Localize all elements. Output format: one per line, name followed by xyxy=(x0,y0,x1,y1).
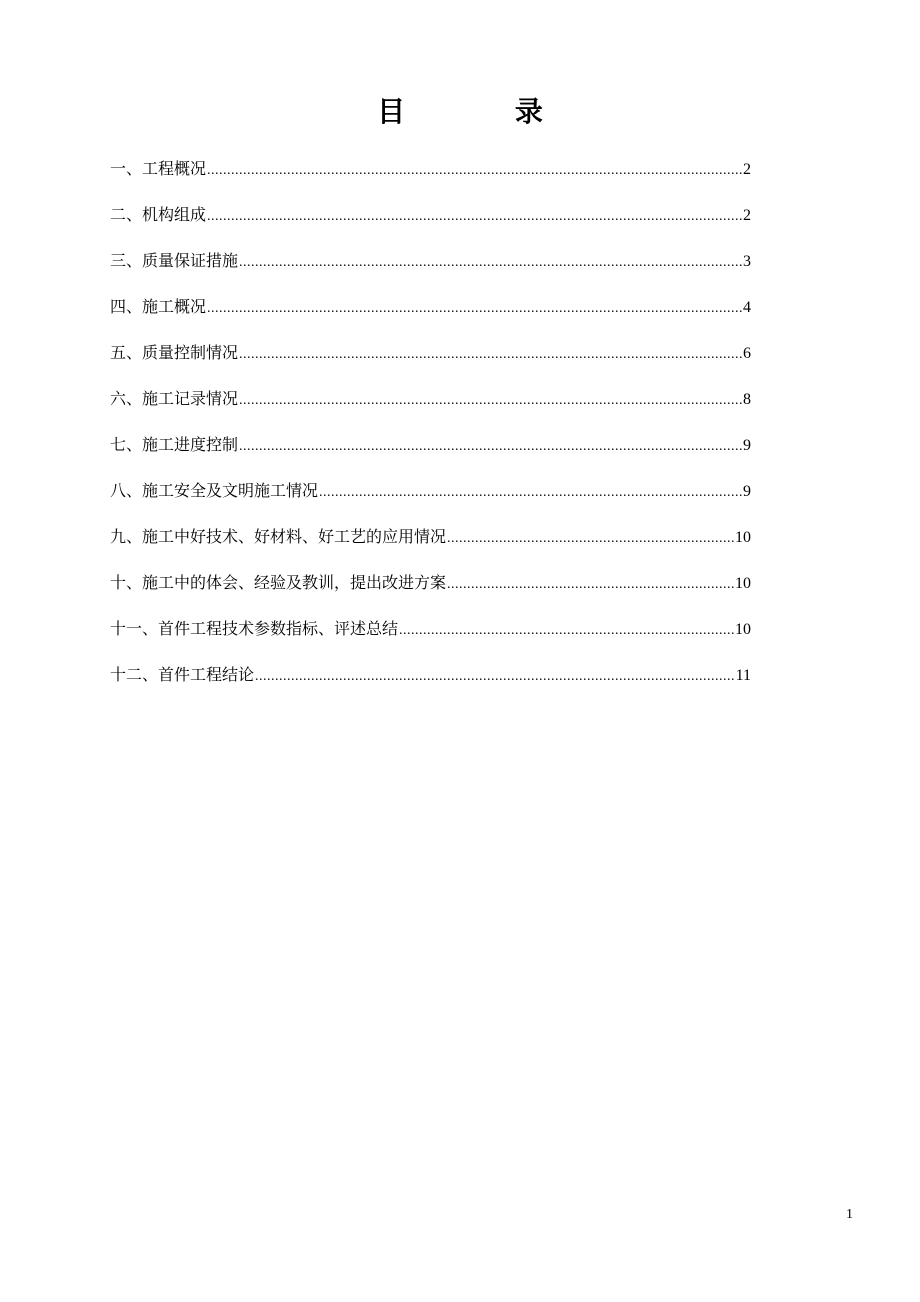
toc-entry-page: 2 xyxy=(743,161,751,178)
toc-entry-6[interactable] xyxy=(110,382,751,428)
toc-entry-2[interactable] xyxy=(110,198,751,244)
toc-entry-page: 2 xyxy=(743,207,751,224)
toc-entry-label: 九、施工中好技术、好材料、好工艺的应用情况 xyxy=(110,527,447,546)
toc-entry-page: 6 xyxy=(743,345,751,362)
toc-dot-leader xyxy=(255,660,735,694)
toc-entry-page: 10 xyxy=(735,529,751,546)
toc-dot-leader xyxy=(239,246,742,280)
table-of-contents xyxy=(110,152,751,704)
toc-entry-page: 11 xyxy=(735,667,751,684)
toc-entry-label: 十一、首件工程技术参数指标、评述总结 xyxy=(110,619,399,638)
toc-entry-label: 十二、首件工程结论 xyxy=(110,665,255,684)
toc-entry-label: 五、质量控制情况 xyxy=(110,343,239,362)
toc-dot-leader xyxy=(319,476,742,510)
page-number: 1 xyxy=(846,1207,853,1222)
toc-entry-10[interactable] xyxy=(110,566,751,612)
toc-entry-label: 四、施工概况 xyxy=(110,297,207,316)
toc-entry-page: 9 xyxy=(743,437,751,454)
toc-entry-page: 9 xyxy=(743,483,751,500)
toc-entry-label: 十、施工中的体会、经验及教训，提出改进方案 xyxy=(110,573,447,592)
toc-entry-label: 三、质量保证措施 xyxy=(110,251,239,270)
toc-entry-1[interactable] xyxy=(110,152,751,198)
toc-entry-page: 3 xyxy=(743,253,751,270)
toc-entry-page: 10 xyxy=(735,621,751,638)
toc-entry-label: 六、施工记录情况 xyxy=(110,389,239,408)
toc-dot-leader xyxy=(207,292,742,326)
toc-title: 目 录 xyxy=(377,95,593,128)
toc-dot-leader xyxy=(239,384,742,418)
toc-dot-leader xyxy=(447,568,734,602)
toc-dot-leader xyxy=(447,522,734,556)
toc-entry-11[interactable] xyxy=(110,612,751,658)
toc-entry-page: 8 xyxy=(743,391,751,408)
toc-entry-8[interactable] xyxy=(110,474,751,520)
toc-entry-3[interactable] xyxy=(110,244,751,290)
toc-entry-page: 4 xyxy=(743,299,751,316)
toc-entry-9[interactable] xyxy=(110,520,751,566)
toc-entry-4[interactable] xyxy=(110,290,751,336)
toc-entry-7[interactable] xyxy=(110,428,751,474)
toc-entry-label: 七、施工进度控制 xyxy=(110,435,239,454)
toc-entry-page: 10 xyxy=(735,575,751,592)
toc-entry-label: 八、施工安全及文明施工情况 xyxy=(110,481,319,500)
toc-dot-leader xyxy=(239,430,742,464)
toc-entry-5[interactable] xyxy=(110,336,751,382)
toc-dot-leader xyxy=(239,338,742,372)
toc-dot-leader xyxy=(207,154,742,188)
toc-entry-label: 二、机构组成 xyxy=(110,205,207,224)
toc-dot-leader xyxy=(399,614,734,648)
toc-entry-label: 一、工程概况 xyxy=(110,159,207,178)
toc-dot-leader xyxy=(207,200,742,234)
toc-entry-12[interactable] xyxy=(110,658,751,704)
